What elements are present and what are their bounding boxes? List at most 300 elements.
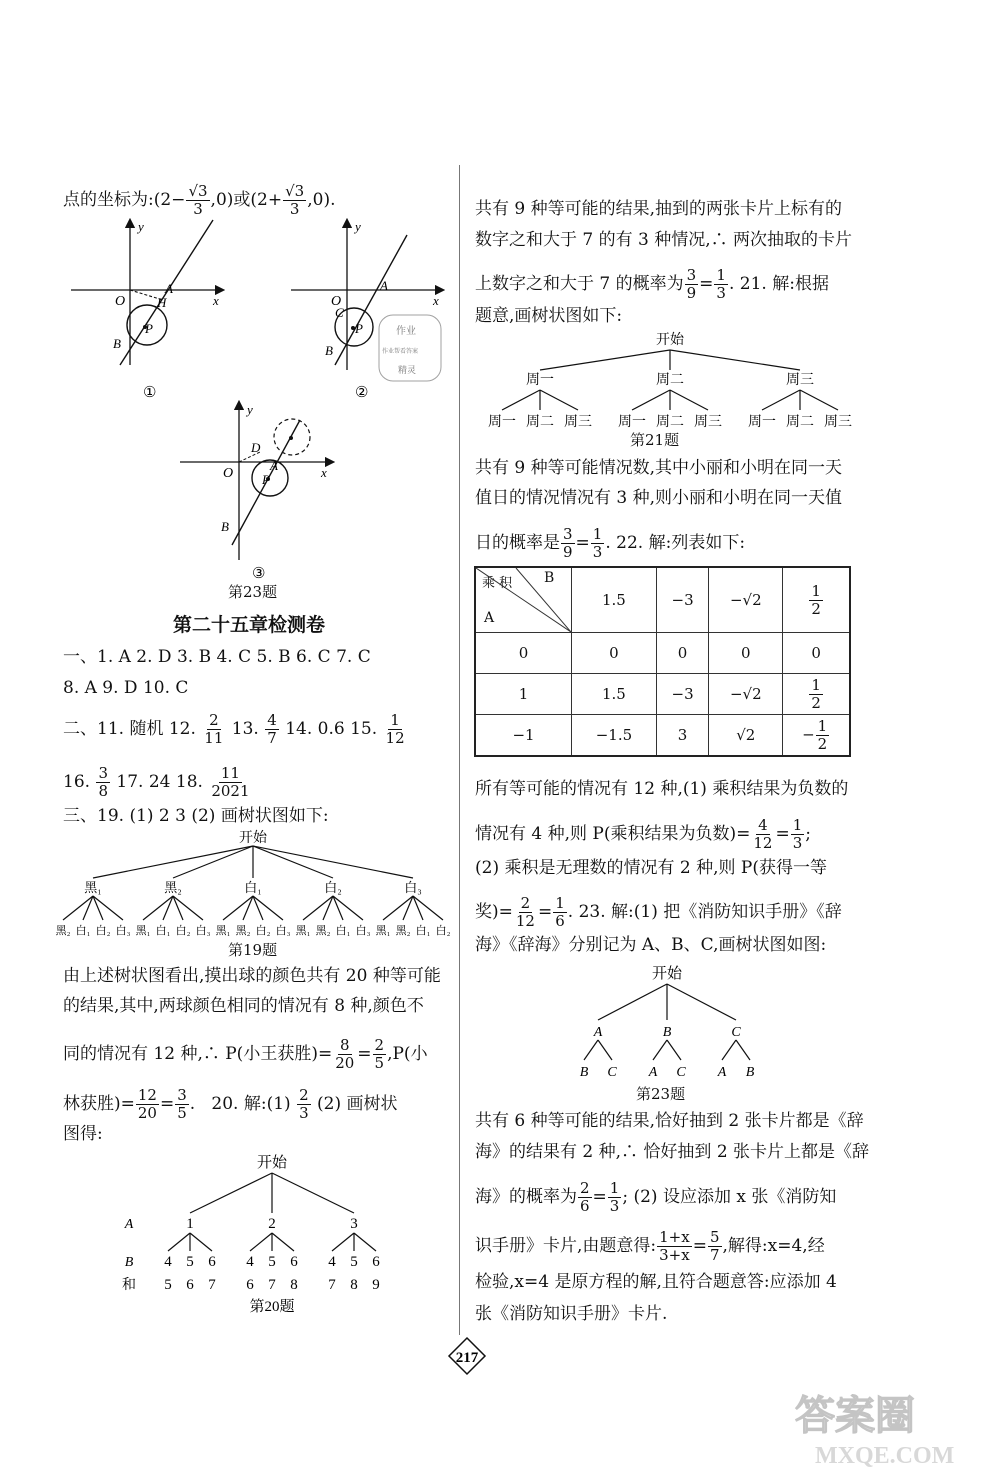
x-label: x bbox=[321, 465, 327, 480]
text-segment: 识手册》卡片,由题意得: bbox=[475, 1236, 657, 1256]
tree-node-label: 2 bbox=[268, 1216, 276, 1232]
paragraph-19-line-3 bbox=[63, 1037, 428, 1072]
tree-node-label: 黑₂ bbox=[164, 880, 182, 895]
tree-leaf-label: 周二 bbox=[656, 415, 684, 430]
coordinate-line bbox=[63, 183, 335, 218]
table-header-cell: −3 bbox=[656, 567, 708, 633]
tree-leaf-label: B bbox=[579, 1065, 589, 1078]
fraction bbox=[708, 1229, 722, 1264]
numerator: 1 bbox=[811, 581, 821, 600]
tree-leaf-label: 白₁ bbox=[75, 925, 91, 937]
numerator: √3 bbox=[188, 182, 208, 200]
text-segment: (2) 画树状 bbox=[317, 1094, 398, 1114]
fraction bbox=[384, 712, 407, 747]
paragraph-22-line-3: (2) 乘积是无理数的情况有 2 种,则 P(获得一等 bbox=[475, 858, 827, 878]
paragraph-23-line-6: 检验,x=4 是原方程的解,且符合题意答:应添加 4 bbox=[475, 1272, 837, 1292]
tree-leaf-label: 4 bbox=[328, 1254, 336, 1270]
figure-1 bbox=[65, 215, 235, 400]
section-2-line-1 bbox=[63, 712, 408, 747]
q17-label: 17. 24 18. bbox=[116, 772, 203, 792]
watermark-text: 答案圈 bbox=[795, 1393, 915, 1438]
q14-label: 14. 0.6 15. bbox=[285, 719, 378, 739]
denominator: 11 bbox=[204, 729, 224, 747]
paragraph-20-line-5: 上数字之和大于 7 的概率为 $\frac{3}{9}$ = $\frac{1}{3}$ . 21. 解:根据 bbox=[475, 266, 829, 302]
homework-stamp bbox=[379, 315, 441, 381]
numerator: 3 bbox=[686, 266, 697, 284]
numerator: 1 bbox=[792, 816, 803, 834]
tree-sum-label: 7 bbox=[328, 1277, 336, 1293]
tree-sum-label: 7 bbox=[268, 1277, 276, 1293]
tree-leaf-label: 周三 bbox=[824, 415, 852, 430]
tree-branch bbox=[667, 1040, 681, 1060]
denominator: 2 bbox=[811, 599, 821, 618]
denominator: 8 bbox=[98, 782, 108, 800]
section-2-label: 二、11. 随机 12. bbox=[63, 719, 196, 739]
q20-label: 20. 解:(1) bbox=[211, 1094, 291, 1114]
tree-leaf-label: 白₃ bbox=[355, 925, 371, 937]
tree-root-label: 开始 bbox=[656, 333, 684, 348]
paragraph-23-line-4: 海》的概率为 $\frac{2}{6}$ = $\frac{1}{3}$ ; (2) 设应添加 x 张《消防知 bbox=[475, 1179, 837, 1215]
tree-leaf-label: 周三 bbox=[564, 415, 592, 430]
corner-label-product: 乘 积 bbox=[482, 576, 513, 591]
tree-branch bbox=[598, 984, 667, 1020]
tree-branch bbox=[540, 390, 578, 410]
origin-label: O bbox=[331, 294, 342, 309]
tree-leaf-label: 黑₁ bbox=[135, 925, 151, 937]
tree-leaf-label: 白₃ bbox=[115, 925, 131, 937]
tree-sum-label: 7 bbox=[208, 1277, 216, 1293]
paragraph-23-line-2: 共有 6 种等可能的结果,恰好抽到 2 张卡片都是《辞 bbox=[475, 1111, 864, 1131]
tree-leaf-label: 黑₂ bbox=[395, 925, 411, 937]
tree-leaf-label: 5 bbox=[350, 1254, 358, 1270]
denominator: 20 bbox=[335, 1054, 355, 1072]
table-header-row bbox=[475, 567, 850, 633]
x-label: x bbox=[213, 293, 219, 308]
fraction bbox=[578, 1180, 592, 1215]
fraction bbox=[608, 1180, 622, 1215]
label-b: B bbox=[221, 519, 229, 534]
fraction bbox=[751, 817, 774, 852]
minus-sign: − bbox=[802, 725, 815, 743]
chapter-title: 第二十五章检测卷 bbox=[173, 614, 326, 636]
denominator: 3 bbox=[609, 1197, 620, 1215]
fraction bbox=[136, 1087, 159, 1122]
fraction bbox=[714, 267, 728, 302]
tree-branch bbox=[272, 1233, 294, 1251]
denominator: 5 bbox=[374, 1054, 385, 1072]
section-1-line-1: 一、1. A 2. D 3. B 4. C 5. B 6. C 7. C bbox=[63, 647, 371, 667]
text-segment: . 21. 解:根据 bbox=[728, 274, 829, 294]
fraction bbox=[816, 718, 830, 753]
figure-2-label: ② bbox=[355, 385, 369, 400]
tree-leaf-label: 黑₂ bbox=[235, 925, 251, 937]
tree-leaf-label: 黑₁ bbox=[375, 925, 391, 937]
tree-23-caption: 第23题 bbox=[636, 1085, 686, 1103]
watermark-url: MXQE.COM bbox=[815, 1443, 955, 1469]
numerator: 1 bbox=[592, 525, 603, 543]
paragraph-23-line-3: 海》的结果有 2 种,∴ 恰好抽到 2 张卡片上都是《辞 bbox=[475, 1142, 870, 1162]
numerator: 4 bbox=[267, 711, 277, 729]
tree-leaf-label: 白₂ bbox=[95, 925, 111, 937]
tree-20-caption: 第20题 bbox=[249, 1299, 295, 1315]
fraction bbox=[553, 895, 567, 930]
tree-branch bbox=[670, 390, 708, 410]
denominator: 3 bbox=[592, 543, 603, 561]
tree-branch bbox=[190, 1173, 272, 1213]
tree-branch bbox=[502, 390, 540, 410]
table-cell bbox=[783, 674, 850, 715]
tree-root-label: 开始 bbox=[256, 1155, 288, 1171]
coord-2-start: (2+ bbox=[250, 190, 283, 210]
tree-19-caption: 第19题 bbox=[228, 941, 278, 959]
table-row-head: 1 bbox=[475, 674, 572, 715]
tree-leaf-label: 黑₂ bbox=[315, 925, 331, 937]
stamp-text-1: 作业 bbox=[396, 326, 416, 337]
fraction bbox=[202, 712, 225, 747]
fraction bbox=[809, 583, 823, 618]
fraction bbox=[209, 765, 251, 800]
fraction bbox=[297, 1087, 311, 1122]
tree-branch bbox=[653, 1040, 667, 1060]
tree-leaf-label: 白₃ bbox=[275, 925, 291, 937]
numerator: 1 bbox=[716, 266, 726, 284]
label-d: D bbox=[251, 440, 261, 455]
tree-leaf-label: 黑₁ bbox=[295, 925, 311, 937]
tree-branch bbox=[190, 1233, 212, 1251]
fraction bbox=[657, 1229, 692, 1264]
label-p: P bbox=[145, 321, 153, 336]
numerator: 1 bbox=[555, 894, 565, 912]
numerator: 2 bbox=[299, 1086, 309, 1104]
label-c: C bbox=[335, 305, 344, 320]
text-segment: . 23. 解:(1) 把《消防知识手册》《辞 bbox=[567, 902, 842, 922]
y-label: y bbox=[138, 219, 144, 234]
table-row bbox=[475, 633, 850, 674]
tree-leaf-label: 白₃ bbox=[195, 925, 211, 937]
table-cell: 0 bbox=[656, 633, 708, 674]
figure-2 bbox=[285, 215, 455, 400]
denominator: 12 bbox=[385, 729, 405, 747]
tree-branch bbox=[354, 1233, 376, 1251]
tree-leaf-label: 周二 bbox=[786, 415, 814, 430]
paragraph-23-line-1: 海》《辞海》分别记为 A、B、C,画树状图如图: bbox=[475, 935, 827, 955]
table-row bbox=[475, 674, 850, 715]
paragraph-19-line-4 bbox=[63, 1087, 398, 1122]
tree-node-label: 黑₁ bbox=[84, 880, 102, 895]
tree-leaf-label: 白₁ bbox=[155, 925, 171, 937]
label-b: B bbox=[113, 336, 121, 351]
tree-leaf-label: 周二 bbox=[526, 415, 554, 430]
label-a: A bbox=[380, 278, 388, 293]
tree-node-label: 白₁ bbox=[244, 880, 262, 895]
tree-leaf-label: 黑₁ bbox=[215, 925, 231, 937]
tree-node-label: 周二 bbox=[656, 373, 684, 388]
table-cell: 1.5 bbox=[572, 674, 657, 715]
tree-node-label: B bbox=[662, 1025, 672, 1040]
table-row bbox=[475, 715, 850, 757]
site-watermark bbox=[755, 1385, 1000, 1471]
stamp-text-3: 精灵 bbox=[398, 365, 417, 375]
label-h: H bbox=[157, 295, 167, 310]
tree-branch bbox=[250, 1233, 272, 1251]
tree-leaf-label: 周一 bbox=[488, 415, 516, 430]
equals: = bbox=[357, 1044, 372, 1064]
fraction bbox=[514, 895, 537, 930]
denominator: 3 bbox=[289, 200, 300, 218]
denominator: 3 bbox=[792, 834, 803, 852]
tree-leaf-label: 周三 bbox=[694, 415, 722, 430]
label-a: A bbox=[165, 281, 173, 296]
numerator: √3 bbox=[285, 182, 305, 200]
paragraph-23-line-7: 张《消防知识手册》卡片. bbox=[475, 1304, 668, 1324]
label-b: B bbox=[325, 343, 333, 358]
fraction bbox=[333, 1037, 356, 1072]
page-number-badge bbox=[447, 1336, 487, 1376]
table-header-cell: 1.5 bbox=[572, 567, 657, 633]
tree-branch bbox=[667, 984, 736, 1020]
tree-branch bbox=[670, 350, 800, 370]
text-segment: 上数字之和大于 7 的概率为 bbox=[475, 274, 684, 294]
fraction bbox=[373, 1037, 387, 1072]
denominator: 2021 bbox=[211, 782, 250, 800]
table-cell: 3 bbox=[656, 715, 708, 757]
denominator: 3 bbox=[193, 200, 203, 218]
table-cell: 0 bbox=[783, 633, 850, 674]
tree-leaf-label: 周一 bbox=[748, 415, 776, 430]
paragraph-20-line-3: 共有 9 种等可能的结果,抽到的两张卡片上标有的 bbox=[475, 199, 843, 219]
tree-sum-label: 5 bbox=[164, 1277, 172, 1293]
table-header-cell: −√2 bbox=[709, 567, 783, 633]
product-table bbox=[474, 566, 851, 757]
table-row-head: 0 bbox=[475, 633, 572, 674]
row-label-sum: 和 bbox=[122, 1278, 136, 1293]
numerator: 2 bbox=[580, 1179, 590, 1197]
section-1-line-2: 8. A 9. D 10. C bbox=[63, 678, 189, 698]
column-divider bbox=[459, 165, 460, 1335]
tree-leaf-label: 周一 bbox=[618, 415, 646, 430]
dashed-circle-center bbox=[289, 436, 293, 440]
tree-21-caption: 第21题 bbox=[630, 431, 680, 449]
stamp-text-2: 作业帮看答案 bbox=[382, 349, 419, 355]
denominator: 9 bbox=[563, 543, 573, 561]
tree-sum-label: 6 bbox=[186, 1277, 194, 1293]
table-header-cell bbox=[783, 567, 850, 633]
tree-node-label: C bbox=[731, 1025, 741, 1040]
tree-leaf-label: 白₂ bbox=[175, 925, 191, 937]
tree-diagram-20 bbox=[115, 1145, 415, 1315]
figure-caption-23: 第23题 bbox=[228, 583, 278, 601]
text-segment: ; (2) 设应添加 x 张《消防知 bbox=[622, 1187, 837, 1207]
origin-label: O bbox=[223, 466, 234, 481]
tree-branch bbox=[253, 846, 413, 878]
table-cell: √2 bbox=[709, 715, 783, 757]
table-row-head: −1 bbox=[475, 715, 572, 757]
fraction bbox=[591, 526, 605, 561]
text-segment: ,解得:x=4,经 bbox=[722, 1236, 825, 1256]
denominator: 12 bbox=[515, 912, 535, 930]
tree-branch bbox=[540, 350, 670, 370]
tree-root-label: 开始 bbox=[651, 966, 683, 982]
y-label: y bbox=[355, 219, 361, 234]
label-a: A bbox=[270, 458, 278, 473]
paragraph-21-line-1: 共有 9 种等可能情况数,其中小丽和小明在同一天 bbox=[475, 458, 843, 478]
denominator: 7 bbox=[267, 729, 277, 747]
denominator: 5 bbox=[177, 1104, 187, 1122]
coord-1-start: (2− bbox=[153, 190, 186, 210]
denominator: 2 bbox=[811, 693, 821, 712]
numerator: 3 bbox=[563, 525, 573, 543]
label-p: P bbox=[355, 321, 363, 336]
tree-leaf-label: 6 bbox=[290, 1254, 298, 1270]
tree-branch bbox=[632, 390, 670, 410]
tree-leaf-label: B bbox=[745, 1065, 755, 1078]
fraction bbox=[175, 1087, 189, 1122]
tree-diagram-19 bbox=[48, 828, 458, 958]
numerator: 2 bbox=[209, 711, 219, 729]
tree-leaf-label: 4 bbox=[246, 1254, 254, 1270]
tree-branch bbox=[736, 1040, 750, 1060]
paragraph-19-line-1: 由上述树状图看出,摸出球的颜色共有 20 种等可能 bbox=[63, 966, 441, 986]
table-cell: 0 bbox=[709, 633, 783, 674]
text-segment: . bbox=[189, 1094, 196, 1114]
text-segment: 情况有 4 种,则 P(乘积结果为负数)= bbox=[475, 824, 751, 844]
tree-branch bbox=[272, 1173, 354, 1213]
tree-branch bbox=[598, 1040, 612, 1060]
y-label: y bbox=[247, 402, 253, 417]
tree-node-label: A bbox=[593, 1025, 603, 1040]
paragraph-19-line-2: 的结果,其中,两球颜色相同的情况有 8 种,颜色不 bbox=[63, 996, 424, 1016]
fraction bbox=[791, 817, 805, 852]
table-cell bbox=[783, 715, 850, 757]
tree-leaf-label: 白₂ bbox=[255, 925, 271, 937]
numerator: 8 bbox=[339, 1036, 350, 1054]
tree-branch bbox=[800, 390, 838, 410]
tree-leaf-label: C bbox=[607, 1065, 617, 1078]
numerator: 12 bbox=[137, 1086, 157, 1104]
denominator: 3+x bbox=[659, 1246, 690, 1264]
tree-branch bbox=[168, 1233, 190, 1251]
tree-node-label: 3 bbox=[350, 1216, 358, 1232]
paragraph-22-line-2: 情况有 4 种,则 P(乘积结果为负数)= $\frac{4}{12}$ = $\frac{1}{3}$ ; bbox=[475, 816, 812, 852]
fraction bbox=[96, 765, 110, 800]
paragraph-22-line-4: 奖)= $\frac{2}{12}$ = $\frac{1}{6}$ . 23. 解:(1) 把《消防知识手册》《辞 bbox=[475, 894, 842, 930]
numerator: 2 bbox=[520, 894, 531, 912]
tree-leaf-label: 白₂ bbox=[435, 925, 451, 937]
text-segment: 林获胜)= bbox=[63, 1094, 135, 1114]
text-segment: 海》的概率为 bbox=[475, 1187, 577, 1207]
denominator: 3 bbox=[716, 284, 726, 302]
numerator: 3 bbox=[98, 764, 108, 782]
text-segment: 日的概率是 bbox=[475, 533, 560, 553]
tree-node-label: 白₃ bbox=[404, 880, 422, 895]
text-segment: ; bbox=[805, 824, 812, 844]
paragraph-21-intro: 题意,画树状图如下: bbox=[475, 306, 623, 326]
coord-2-end: ,0). bbox=[307, 190, 336, 210]
label-p: P bbox=[262, 472, 270, 487]
section-3-line: 三、19. (1) 2 3 (2) 画树状图如下: bbox=[63, 806, 329, 826]
fraction bbox=[561, 526, 575, 561]
fraction bbox=[265, 712, 279, 747]
tree-branch bbox=[253, 846, 333, 878]
numerator: 2 bbox=[374, 1036, 385, 1054]
paragraph-23-line-5: 识手册》卡片,由题意得: $\frac{1+x}{3+x}$ = $\frac{5}{7}$ ,解得:x=4,经 bbox=[475, 1228, 825, 1264]
tree-leaf-label: 黑₂ bbox=[55, 925, 71, 937]
tree-leaf-label: 白₁ bbox=[415, 925, 431, 937]
paragraph-20-line-4: 数字之和大于 7 的有 3 种情况,∴ 两次抽取的卡片 bbox=[475, 230, 853, 250]
numerator: 11 bbox=[220, 764, 240, 782]
denominator: 12 bbox=[753, 834, 773, 852]
fraction bbox=[186, 183, 209, 218]
table-cell: 0 bbox=[572, 633, 657, 674]
paragraph-21-line-3: 日的概率是 $\frac{3}{9}$ = $\frac{1}{3}$ . 22. 解:列表如下: bbox=[475, 525, 746, 561]
intro-text: 点的坐标为: bbox=[63, 190, 154, 210]
numerator: 5 bbox=[709, 1228, 720, 1246]
tree-leaf-label: 白₁ bbox=[335, 925, 351, 937]
numerator: 1 bbox=[817, 716, 828, 735]
tree-leaf-label: A bbox=[717, 1065, 727, 1078]
equals: = bbox=[159, 1094, 175, 1114]
tree-branch bbox=[584, 1040, 598, 1060]
or-text: 或 bbox=[233, 190, 251, 210]
denominator: 6 bbox=[555, 912, 565, 930]
text-segment: ,P(小 bbox=[387, 1044, 428, 1064]
section-2-line-2 bbox=[63, 765, 253, 800]
figure-3-label: ③ bbox=[252, 566, 266, 582]
denominator: 20 bbox=[137, 1104, 157, 1122]
page-number: 217 bbox=[455, 1350, 479, 1366]
table-cell: −√2 bbox=[709, 674, 783, 715]
tree-sum-label: 9 bbox=[372, 1277, 380, 1293]
fraction bbox=[809, 677, 823, 712]
numerator: 1 bbox=[811, 675, 821, 694]
denominator: 2 bbox=[817, 734, 828, 753]
tree-sum-label: 8 bbox=[290, 1277, 298, 1293]
tree-branch bbox=[762, 390, 800, 410]
line-ab bbox=[335, 235, 407, 365]
corner-label-b: B bbox=[544, 570, 555, 586]
figure-3 bbox=[175, 400, 345, 585]
denominator: 3 bbox=[299, 1104, 309, 1122]
table-corner-cell bbox=[475, 567, 572, 633]
tree-leaf-label: 5 bbox=[268, 1254, 276, 1270]
numerator: 1 bbox=[390, 711, 400, 729]
tree-diagram-23 bbox=[560, 958, 760, 1078]
fraction bbox=[685, 267, 699, 302]
tree-branch bbox=[332, 1233, 354, 1251]
tree-branch bbox=[722, 1040, 736, 1060]
denominator: 6 bbox=[580, 1197, 590, 1215]
paragraph-22-line-1: 所有等可能的情况有 12 种,(1) 乘积结果为负数的 bbox=[475, 779, 849, 799]
q16-label: 16. bbox=[63, 772, 91, 792]
tree-leaf-label: 5 bbox=[186, 1254, 194, 1270]
numerator: 3 bbox=[177, 1086, 187, 1104]
tree-sum-label: 6 bbox=[246, 1277, 254, 1293]
tree-leaf-label: C bbox=[676, 1065, 686, 1078]
text-segment: 奖)= bbox=[475, 902, 513, 922]
figure-1-label: ① bbox=[143, 385, 157, 400]
q13-label: 13. bbox=[231, 719, 259, 739]
tree-leaf-label: A bbox=[648, 1065, 658, 1078]
tree-leaf-label: 6 bbox=[372, 1254, 380, 1270]
numerator: 1 bbox=[609, 1179, 620, 1197]
tree-node-label: 周三 bbox=[786, 373, 814, 388]
denominator: 7 bbox=[709, 1246, 720, 1264]
tree-sum-label: 8 bbox=[350, 1277, 358, 1293]
text-segment: 同的情况有 12 种,∴ P(小王获胜)= bbox=[63, 1044, 333, 1064]
tree-branch bbox=[173, 846, 253, 878]
paragraph-20-line-2: 图得: bbox=[63, 1124, 103, 1144]
coord-1-end: ,0) bbox=[210, 190, 234, 210]
